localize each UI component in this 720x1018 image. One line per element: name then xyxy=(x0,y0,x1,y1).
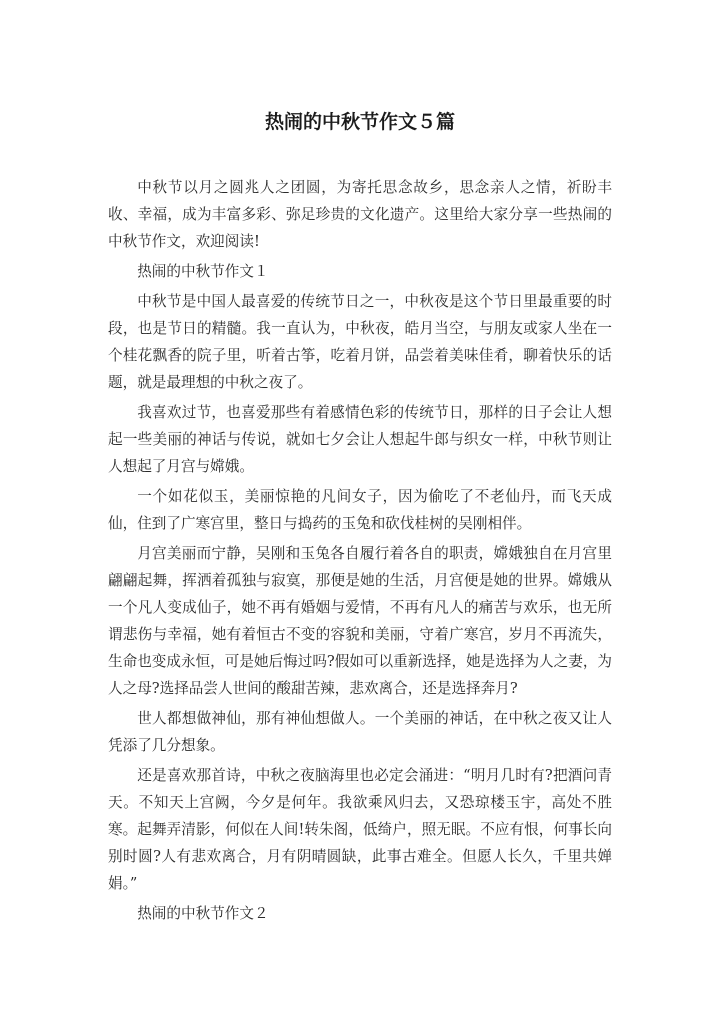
body-paragraph: 中秋节是中国人最喜爱的传统节日之一，中秋夜是这个节日里最重要的时段，也是节日的精髓。我一直认为，中秋夜，皓月当空，与朋友或家人坐在一个桂花飘香的院子里，听着古筝，吃着月饼，品尝着美味佳肴，聊着快乐的话题，就是最理想的中秋之夜了。 xyxy=(108,293,612,391)
poem-paragraph: 还是喜欢那首诗，中秋之夜脑海里也必定会涌进：“明月几时有?把酒问青天。不知天上宫阙，今夕是何年。我欲乘风归去，又恐琼楼玉宇，高处不胜寒。起舞弄清影，何似在人间!转朱阁，低绮户，照无眠。不应有恨，何事长向别时圆?人有悲欢离合，月有阴晴圆缺，此事古难全。但愿人长久，千里共婵娟。” xyxy=(108,767,612,892)
body-paragraph: 我喜欢过节，也喜爱那些有着感情色彩的传统节日，那样的日子会让人想起一些美丽的神话与传说，就如七夕会让人想起牛郎与织女一样，中秋节则让人想起了月宫与嫦娥。 xyxy=(108,404,612,475)
body-paragraph: 一个如花似玉，美丽惊艳的凡间女子，因为偷吃了不老仙丹，而飞天成仙，住到了广寒宫里，整日与捣药的玉兔和砍伐桂树的吴刚相伴。 xyxy=(108,488,612,532)
body-paragraph: 世人都想做神仙，那有神仙想做人。一个美丽的神话，在中秋之夜又让人凭添了几分想象。 xyxy=(108,710,612,754)
intro-paragraph: 中秋节以月之圆兆人之团圆，为寄托思念故乡，思念亲人之情，祈盼丰收、幸福，成为丰富多彩、弥足珍贵的文化遗产。这里给大家分享一些热闹的中秋节作文，欢迎阅读! xyxy=(108,179,612,250)
section-heading-1: 热闹的中秋节作文１ xyxy=(137,263,269,280)
body-paragraph: 月宫美丽而宁静，吴刚和玉兔各自履行着各自的职责，嫦娥独自在月宫里翩翩起舞，挥洒着孤独与寂寞，那便是她的生活，月宫便是她的世界。嫦娥从一个凡人变成仙子，她不再有婚姻与爱情，不再有凡人的痛苦与欢乐，也无所谓悲伤与幸福，她有着恒古不变的容貌和美丽，守着广寒宫，岁月不再流失，生命也变成永恒，可是她后悔过吗?假如可以重新选择，她是选择为人之妻，为人之母?选择品尝人世间的酸甜苦辣，悲欢离合，还是选择奔月? xyxy=(108,545,613,697)
document-title: 热闹的中秋节作文５篇 xyxy=(264,111,455,133)
section-heading-2: 热闹的中秋节作文２ xyxy=(137,905,269,922)
document-body xyxy=(108,174,612,930)
